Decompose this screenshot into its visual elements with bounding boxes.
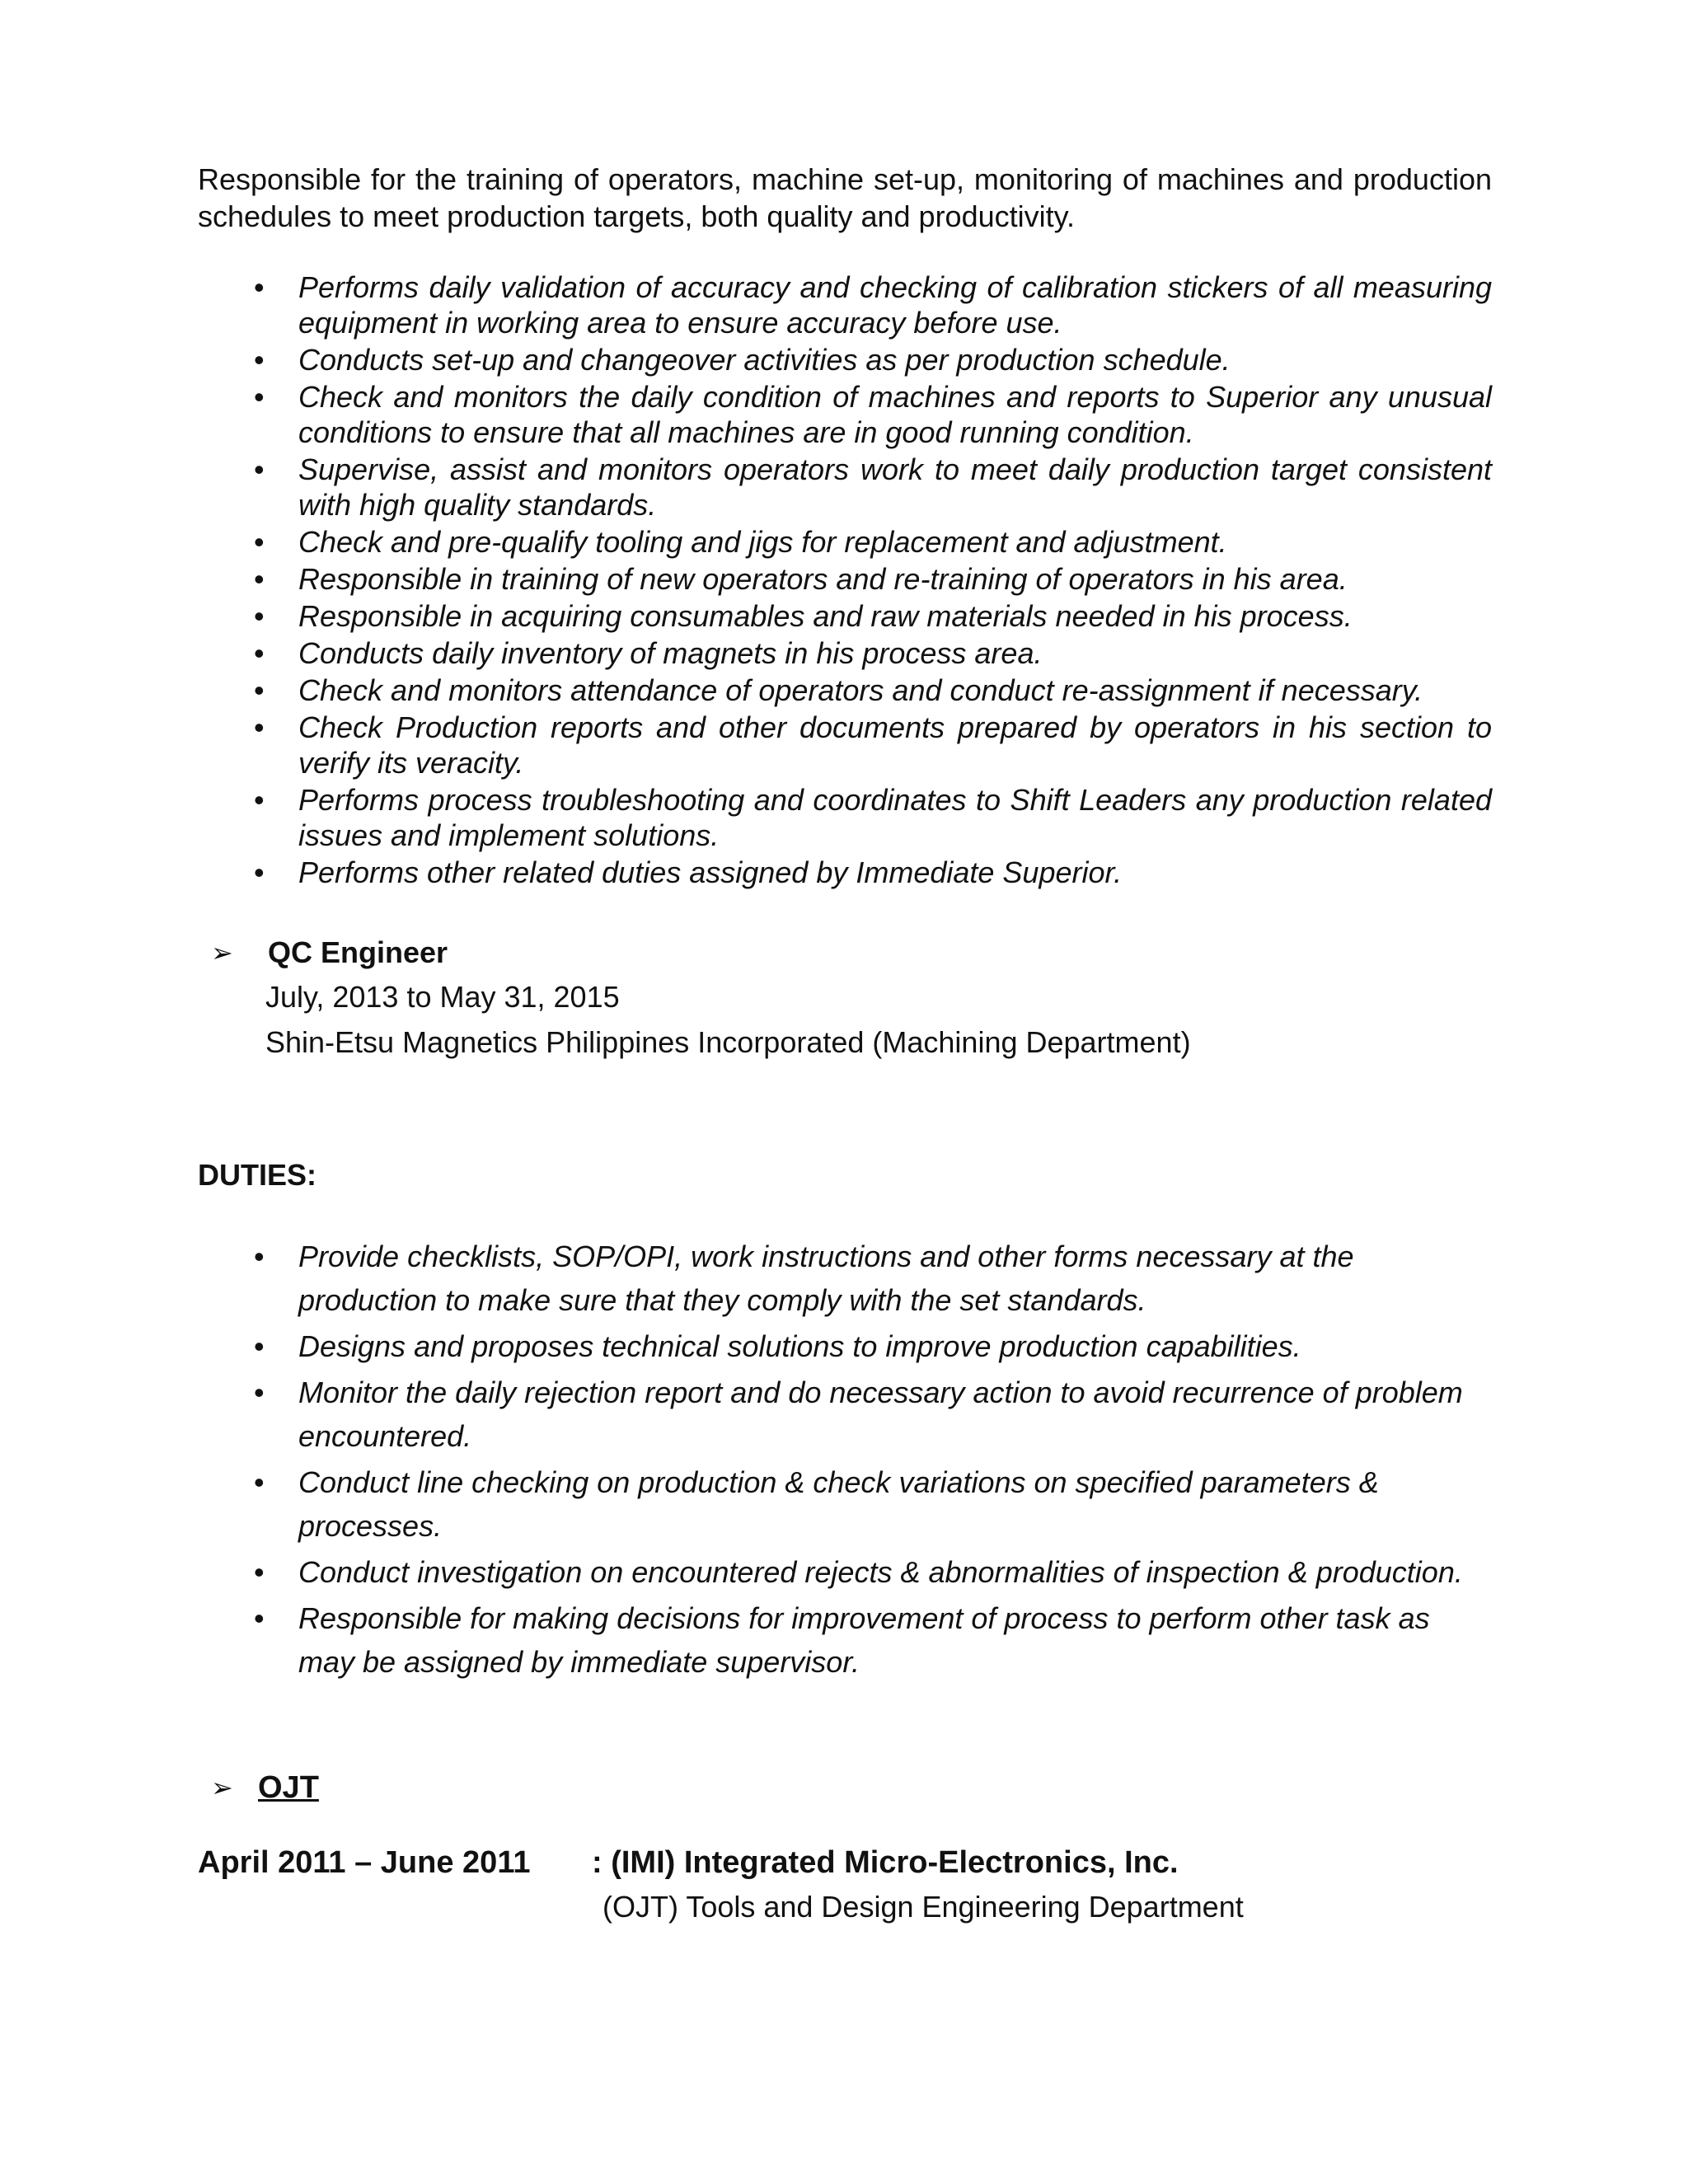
duties-list [198, 1235, 1492, 1684]
ojt-department: (OJT) Tools and Design Engineering Department [603, 1890, 1244, 1924]
arrow-bullet-icon: ➢ [211, 1773, 233, 1802]
list-item: • Supervise, assist and monitors operators work to meet daily production target consistent with high quality standards. [254, 452, 1492, 522]
bullet-icon: • [254, 599, 265, 633]
list-item: • Responsible for making decisions for improvement of process to perform other task as may be assigned by immediate supervisor. [198, 1596, 1492, 1684]
bullet-icon: • [254, 1376, 265, 1409]
list-item: • Conducts set-up and changeover activities as per production schedule. [254, 343, 1231, 377]
qc-engineer-role [198, 931, 1492, 1065]
list-item: • Responsible in acquiring consumables and raw materials needed in his process. [254, 599, 1353, 633]
list-item: • Check Production reports and other documents prepared by operators in his section to verify its veracity. [254, 710, 1492, 780]
role-period: July, 2013 to May 31, 2015 [265, 980, 620, 1014]
list-item: • Conducts daily inventory of magnets in his process area. [254, 636, 1043, 670]
bullet-icon: • [254, 636, 265, 670]
role-company: Shin-Etsu Magnetics Philippines Incorporated (Machining Department) [265, 1025, 1191, 1059]
list-item: • Responsible in training of new operators and re-training of operators in his area. [254, 562, 1348, 596]
list-item: • Performs other related duties assigned by Immediate Superior. [254, 855, 1123, 889]
resume-page [198, 161, 1492, 1929]
bullet-icon: • [254, 673, 265, 707]
ojt-details [592, 1840, 1244, 1929]
list-item: • Conduct investigation on encountered rejects & abnormalities of inspection & production. [198, 1550, 1492, 1594]
bullet-icon: • [254, 1465, 265, 1499]
bullet-icon: • [254, 1601, 265, 1635]
list-item: • Check and monitors the daily condition of machines and reports to Superior any unusual conditions to ensure that all machines are in good running condition. [254, 380, 1492, 449]
bullet-icon: • [254, 783, 265, 817]
arrow-bullet-icon: ➢ [211, 938, 233, 968]
ojt-heading: ➢ OJT [198, 1766, 1492, 1809]
bullet-icon: • [254, 855, 265, 889]
bullet-icon: • [254, 1555, 265, 1589]
list-item: • Designs and proposes technical solutions to improve production capabilities. [198, 1324, 1492, 1368]
intro-paragraph: Responsible for the training of operators, machine set-up, monitoring of machines and production schedules to meet production targets, both quality and productivity. [198, 162, 1492, 233]
role-title: ➢ QC Engineer [198, 931, 1492, 974]
responsibilities-list [198, 269, 1492, 890]
bullet-icon: • [254, 562, 265, 596]
duties-heading: DUTIES: [198, 1158, 316, 1192]
list-item: • Provide checklists, SOP/OPI, work instructions and other forms necessary at the production to make sure that they comply with the set standards. [198, 1235, 1492, 1322]
bullet-icon: • [254, 1329, 265, 1363]
list-item: • Check and monitors attendance of operators and conduct re-assignment if necessary. [254, 673, 1423, 707]
ojt-company: : (IMI) Integrated Micro-Electronics, Inc. [592, 1845, 1179, 1880]
ojt-period: April 2011 – June 2011 [198, 1845, 531, 1880]
bullet-icon: • [254, 710, 265, 744]
list-item: • Monitor the daily rejection report and do necessary action to avoid recurrence of problem encountered. [198, 1371, 1492, 1458]
list-item: • Conduct line checking on production & check variations on specified parameters & processes. [198, 1460, 1492, 1548]
bullet-icon: • [254, 270, 265, 304]
list-item: • Performs daily validation of accuracy and checking of calibration stickers of all measuring equipment in working area to ensure accuracy before use. [254, 270, 1492, 340]
bullet-icon: • [254, 1240, 265, 1273]
list-item: • Check and pre-qualify tooling and jigs for replacement and adjustment. [254, 525, 1227, 559]
ojt-entry [198, 1840, 1492, 1929]
bullet-icon: • [254, 452, 265, 486]
list-item: • Performs process troubleshooting and coordinates to Shift Leaders any production related issues and implement solutions. [254, 783, 1492, 852]
bullet-icon: • [254, 343, 265, 377]
bullet-icon: • [254, 525, 265, 559]
bullet-icon: • [254, 380, 265, 414]
